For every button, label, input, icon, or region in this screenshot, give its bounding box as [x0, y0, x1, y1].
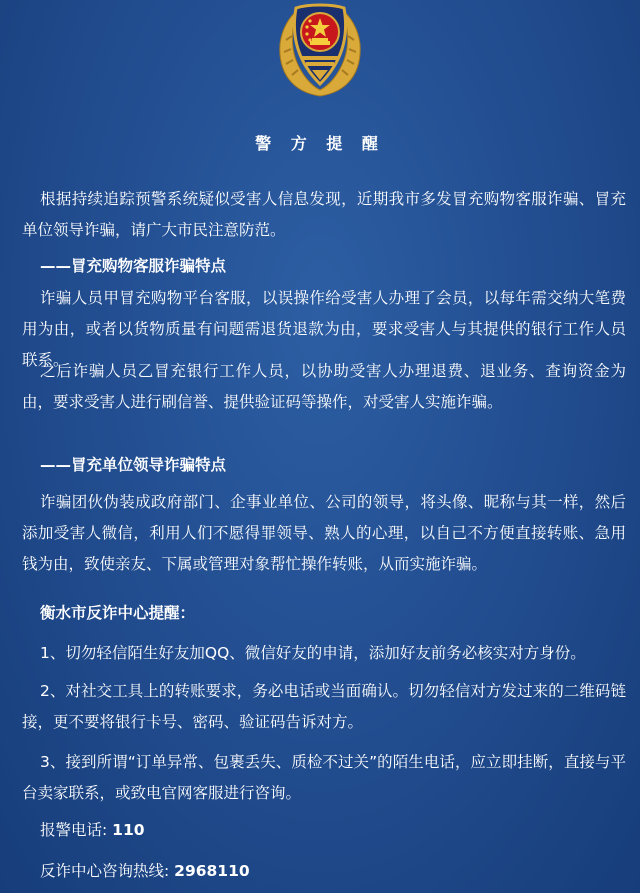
police-phone-number: 110	[112, 821, 145, 839]
section-heading-shopping-scam: ——冒充购物客服诈骗特点	[40, 257, 227, 275]
police-phone-label: 报警电话:	[40, 821, 108, 839]
leader-scam-paragraph: 诈骗团伙伪装成政府部门、企事业单位、公司的领导，将头像、昵称与其一样，然后添加受害人微信，利用人们不愿得罪领导、熟人的心理，以自己不方便直接转账、急用钱为由，致使亲友、下属或管理对象帮忙操作转账，从而实施诈骗。	[22, 493, 626, 573]
hotline-line	[40, 856, 250, 887]
shopping-scam-paragraph-1: 诈骗人员甲冒充购物平台客服，以误操作给受害人办理了会员，以每年需交纳大笔费用为由，或者以货物质量有问题需退货退款为由，要求受害人与其提供的银行工作人员联系。	[22, 289, 626, 369]
police-emblem-icon	[272, 0, 368, 98]
police-phone-line	[40, 815, 145, 846]
reminder-item-2: 2、对社交工具上的转账要求，务必电话或当面确认。切勿轻信对方发过来的二维码链接，更不要将银行卡号、密码、验证码告诉对方。	[22, 682, 626, 731]
shopping-scam-paragraph-2: 之后诈骗人员乙冒充银行工作人员，以协助受害人办理退费、退业务、查询资金为由，要求受害人进行刷信誉、提供验证码等操作，对受害人实施诈骗。	[22, 362, 626, 411]
reminder-item-3: 3、接到所谓“订单异常、包裹丢失、质检不过关”的陌生电话，应立即挂断，直接与平台卖家联系，或致电官网客服进行咨询。	[22, 753, 626, 802]
section-heading-leader-scam: ——冒充单位领导诈骗特点	[40, 456, 227, 474]
reminder-item-1: 1、切勿轻信陌生好友加QQ、微信好友的申请，添加好友前务必核实对方身份。	[40, 644, 586, 662]
hotline-label: 反诈中心咨询热线:	[40, 862, 170, 880]
reminder-heading: 衡水市反诈中心提醒：	[40, 604, 196, 622]
intro-paragraph: 根据持续追踪预警系统疑似受害人信息发现，近期我市多发冒充购物客服诈骗、冒充单位领导诈骗，请广大市民注意防范。	[22, 190, 626, 239]
page-title: 警 方 提 醒	[255, 134, 385, 153]
hotline-number: 2968110	[174, 862, 250, 880]
